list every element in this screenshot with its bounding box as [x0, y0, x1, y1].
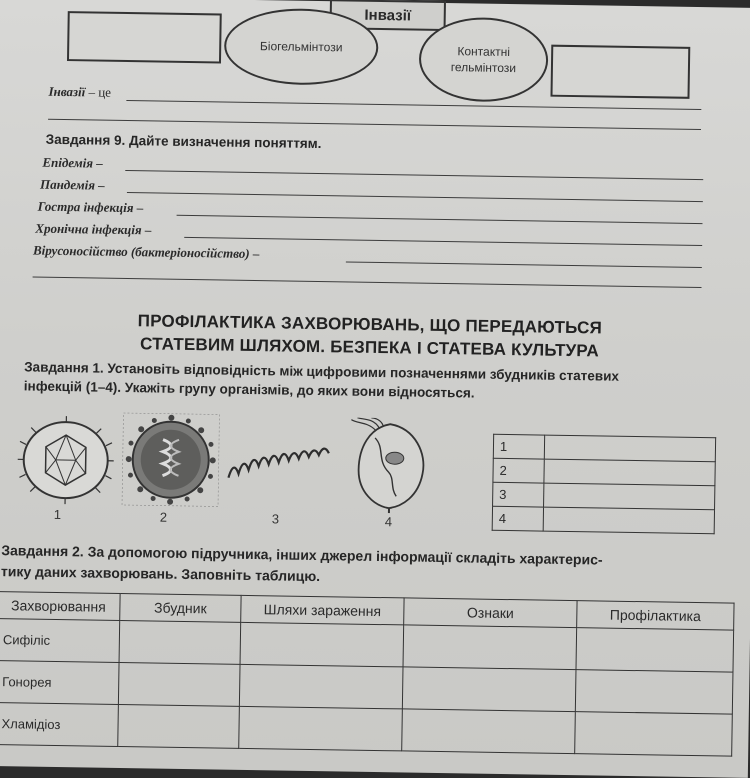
row-number: 2	[493, 458, 544, 483]
figure-label: 3	[272, 511, 279, 526]
table-row	[493, 458, 715, 485]
diagram-empty-box-left	[67, 11, 222, 63]
answer-cell[interactable]	[544, 483, 715, 510]
section-heading-line1: ПРОФІЛАКТИКА ЗАХВОРЮВАНЬ, ЩО ПЕРЕДАЮТЬСЯ	[0, 308, 745, 343]
task1-line1: Завдання 1. Установіть відповідність між цифровими позначеннями збудників статевих	[24, 358, 619, 386]
answer-line	[127, 192, 703, 202]
table-row	[492, 506, 714, 533]
task9-title: Завдання 9. Дайте визначення поняттям.	[46, 131, 322, 154]
definition-suffix: – це	[85, 84, 111, 99]
task9-term: Пандемія –	[40, 177, 105, 194]
task1-line2: інфекцій (1–4). Укажіть групу організмів, до яких вони відносяться.	[24, 377, 475, 403]
diagram-node-contact-helminthoses	[418, 17, 548, 103]
answer-cell[interactable]	[118, 662, 240, 706]
disease-name: Хламідіоз	[0, 703, 118, 747]
pathogen-virus-illustration	[10, 414, 121, 506]
answer-line	[177, 215, 703, 224]
row-number: 1	[493, 434, 544, 459]
answer-cell[interactable]	[239, 706, 403, 751]
figure-label: 4	[385, 514, 392, 529]
diagram-node-label: Контактні гельмінтози	[438, 43, 528, 77]
answer-cell[interactable]	[543, 507, 714, 534]
pathogen-trichomonas-illustration	[344, 417, 435, 513]
answer-cell[interactable]	[576, 628, 734, 672]
disease-name: Сифіліс	[0, 619, 120, 663]
answer-cell[interactable]	[240, 622, 404, 667]
answer-cell[interactable]	[239, 664, 403, 709]
column-header: Профілактика	[577, 601, 734, 630]
answer-line	[184, 237, 702, 246]
answer-cell[interactable]	[119, 620, 241, 664]
answer-line	[33, 277, 702, 289]
definition-line	[48, 84, 111, 101]
column-header: Ознаки	[404, 598, 577, 628]
answer-cell[interactable]	[575, 670, 733, 714]
answer-line	[48, 119, 701, 130]
column-header: Захворювання	[0, 592, 120, 621]
task9-term: Епідемія –	[42, 155, 103, 172]
answer-line	[125, 170, 703, 180]
figure-label: 1	[54, 507, 61, 522]
answer-cell[interactable]	[575, 712, 733, 756]
row-number: 3	[493, 482, 544, 507]
pathogen-spirochete-illustration	[224, 440, 335, 487]
task9-term: Хронічна інфекція –	[35, 221, 151, 239]
diagram-title: Інвазії	[330, 0, 446, 31]
column-header: Збудник	[120, 593, 241, 622]
disease-name: Гонорея	[0, 661, 119, 705]
answer-cell[interactable]	[403, 625, 577, 670]
table-row	[493, 482, 715, 509]
pathogen-hiv-illustration	[120, 411, 221, 509]
figure-label: 2	[160, 510, 167, 525]
task2-disease-table	[0, 591, 735, 757]
definition-term: Інвазії	[48, 84, 85, 100]
answer-cell[interactable]	[402, 709, 576, 754]
task2-line2: тику даних захворювань. Заповніть таблицю.	[1, 562, 320, 587]
diagram-empty-box-right	[550, 45, 690, 99]
task1-answer-table	[492, 434, 716, 534]
answer-cell[interactable]	[402, 667, 576, 712]
diagram-node-label: Біогельмінтози	[260, 38, 343, 55]
row-number: 4	[492, 506, 543, 531]
task9-term: Гостра інфекція –	[38, 199, 144, 217]
answer-line	[126, 100, 701, 110]
answer-line	[346, 261, 702, 268]
answer-cell[interactable]	[544, 459, 715, 486]
table-row	[493, 434, 715, 461]
task2-line1: Завдання 2. За допомогою підручника, інших джерел інформації складіть характерис-	[1, 541, 603, 570]
answer-cell[interactable]	[118, 704, 240, 748]
column-header: Шляхи зараження	[241, 595, 404, 625]
section-heading-line2: СТАТЕВИМ ШЛЯХОМ. БЕЗПЕКА І СТАТЕВА КУЛЬТУРА	[0, 331, 745, 366]
task9-term: Вірусоносійство (бактеріоносійство) –	[33, 243, 260, 263]
answer-cell[interactable]	[544, 435, 715, 462]
